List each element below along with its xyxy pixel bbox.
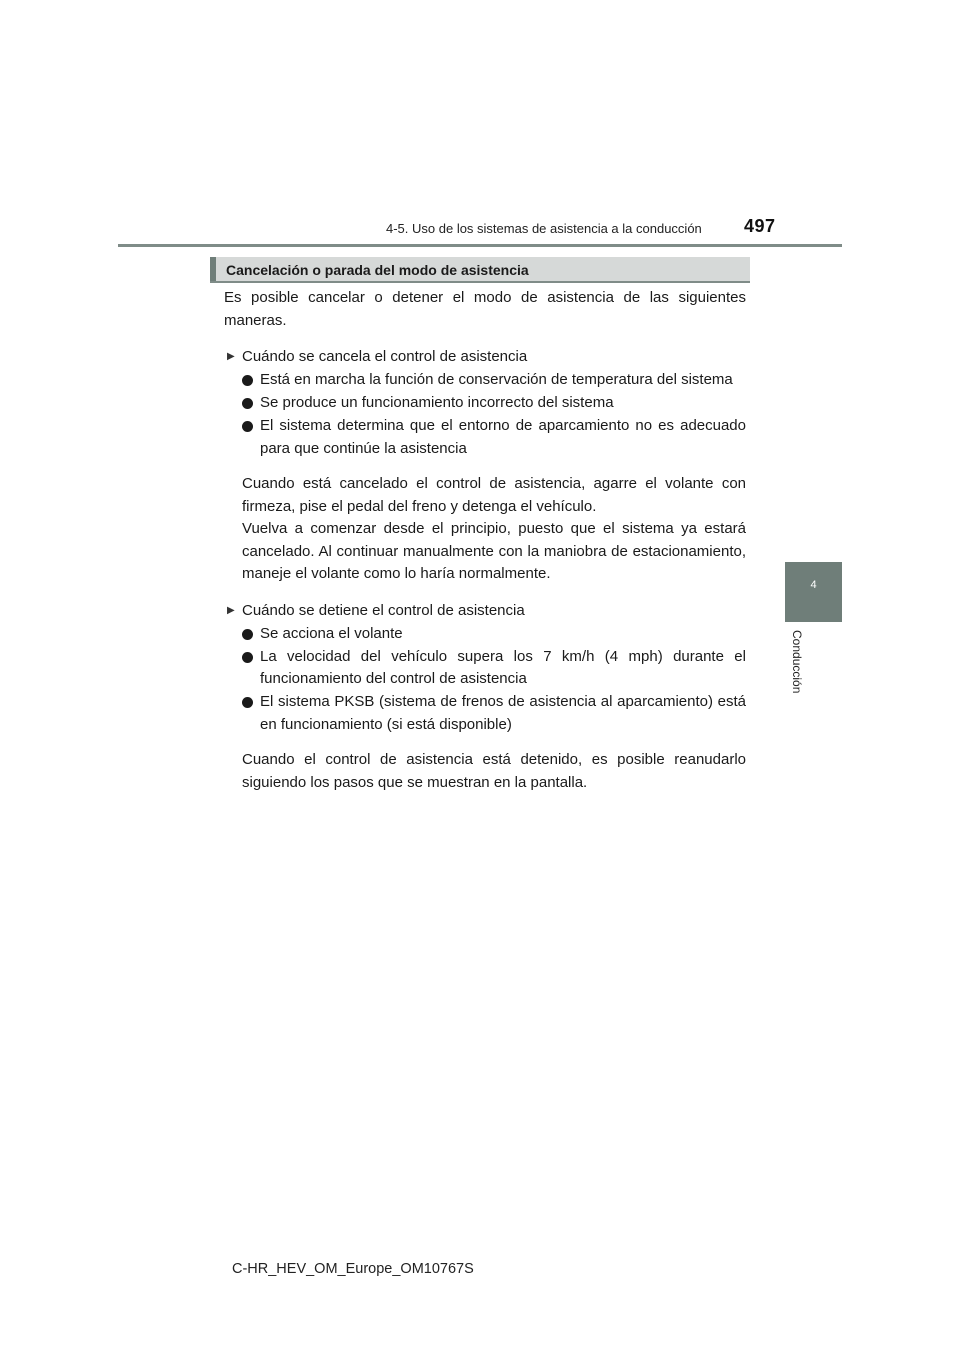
- triangle-bullet-icon: ▶: [227, 351, 235, 362]
- section-heading-accent: [210, 257, 216, 281]
- list-item: [224, 691, 746, 736]
- header-divider: [118, 244, 842, 247]
- chapter-number: 4: [810, 579, 817, 591]
- list-item: [224, 392, 746, 415]
- stop-note: Cuando el control de asistencia está detenido, es posible reanudarlo siguiendo los pasos que se muestran en la pantalla.: [242, 751, 746, 791]
- list-item: [224, 369, 746, 392]
- page-number: 497: [744, 216, 776, 236]
- section-intro: Es posible cancelar o detener el modo de asistencia de las siguientes maneras.: [224, 289, 746, 329]
- list-item-text: El sistema determina que el entorno de aparcamiento no es adecuado para que continúe la asistencia: [260, 417, 746, 457]
- cancel-condition-heading: [224, 346, 746, 369]
- bullet-dot-icon: [242, 375, 253, 386]
- list-item-text: La velocidad del vehículo supera los 7 km/h (4 mph) durante el funcionamiento del control de asistencia: [260, 647, 746, 687]
- cancel-note-2: Vuelva a comenzar desde el principio, puesto que el sistema ya estará cancelado. Al continuar manualmente con la maniobra de estacionamiento, maneje el volante como lo haría normalmente.: [242, 520, 746, 582]
- bullet-dot-icon: [242, 398, 253, 409]
- list-item-text: El sistema PKSB (sistema de frenos de asistencia al aparcamiento) está en funcionamiento (si está disponible): [260, 693, 746, 733]
- triangle-bullet-icon: ▶: [227, 604, 235, 616]
- section-title: Cancelación o parada del modo de asistencia: [226, 262, 529, 278]
- main-content: [224, 287, 746, 794]
- chapter-label-container: [788, 630, 808, 710]
- list-item: [224, 623, 746, 646]
- footer-doc-id: C-HR_HEV_OM_Europe_OM10767S: [232, 1261, 474, 1277]
- list-item-text: Está en marcha la función de conservación de temperatura del sistema: [260, 371, 733, 388]
- bullet-dot-icon: [242, 652, 253, 663]
- header-section-title: 4-5. Uso de los sistemas de asistencia a la conducción: [386, 221, 702, 236]
- stop-condition-heading: [224, 600, 746, 623]
- chapter-tab: [785, 562, 842, 622]
- chapter-label: Conducción: [790, 630, 804, 694]
- list-item: [224, 646, 746, 691]
- bullet-dot-icon: [242, 629, 253, 640]
- cancel-heading-text: Cuándo se cancela el control de asistencia: [242, 348, 528, 365]
- list-item: [224, 415, 746, 460]
- bullet-dot-icon: [242, 421, 253, 432]
- stop-bullet-list: [224, 623, 746, 737]
- list-item-text: Se acciona el volante: [260, 624, 403, 642]
- cancel-note-1: Cuando está cancelado el control de asistencia, agarre el volante con firmeza, pise el pedal del freno y detenga el vehículo.: [242, 475, 746, 515]
- bullet-dot-icon: [242, 697, 253, 708]
- cancel-bullet-list: [224, 369, 746, 460]
- section-heading-bar: [210, 257, 750, 283]
- list-item-text: Se produce un funcionamiento incorrecto del sistema: [260, 394, 614, 411]
- stop-heading-text: Cuándo se detiene el control de asistencia: [242, 601, 525, 619]
